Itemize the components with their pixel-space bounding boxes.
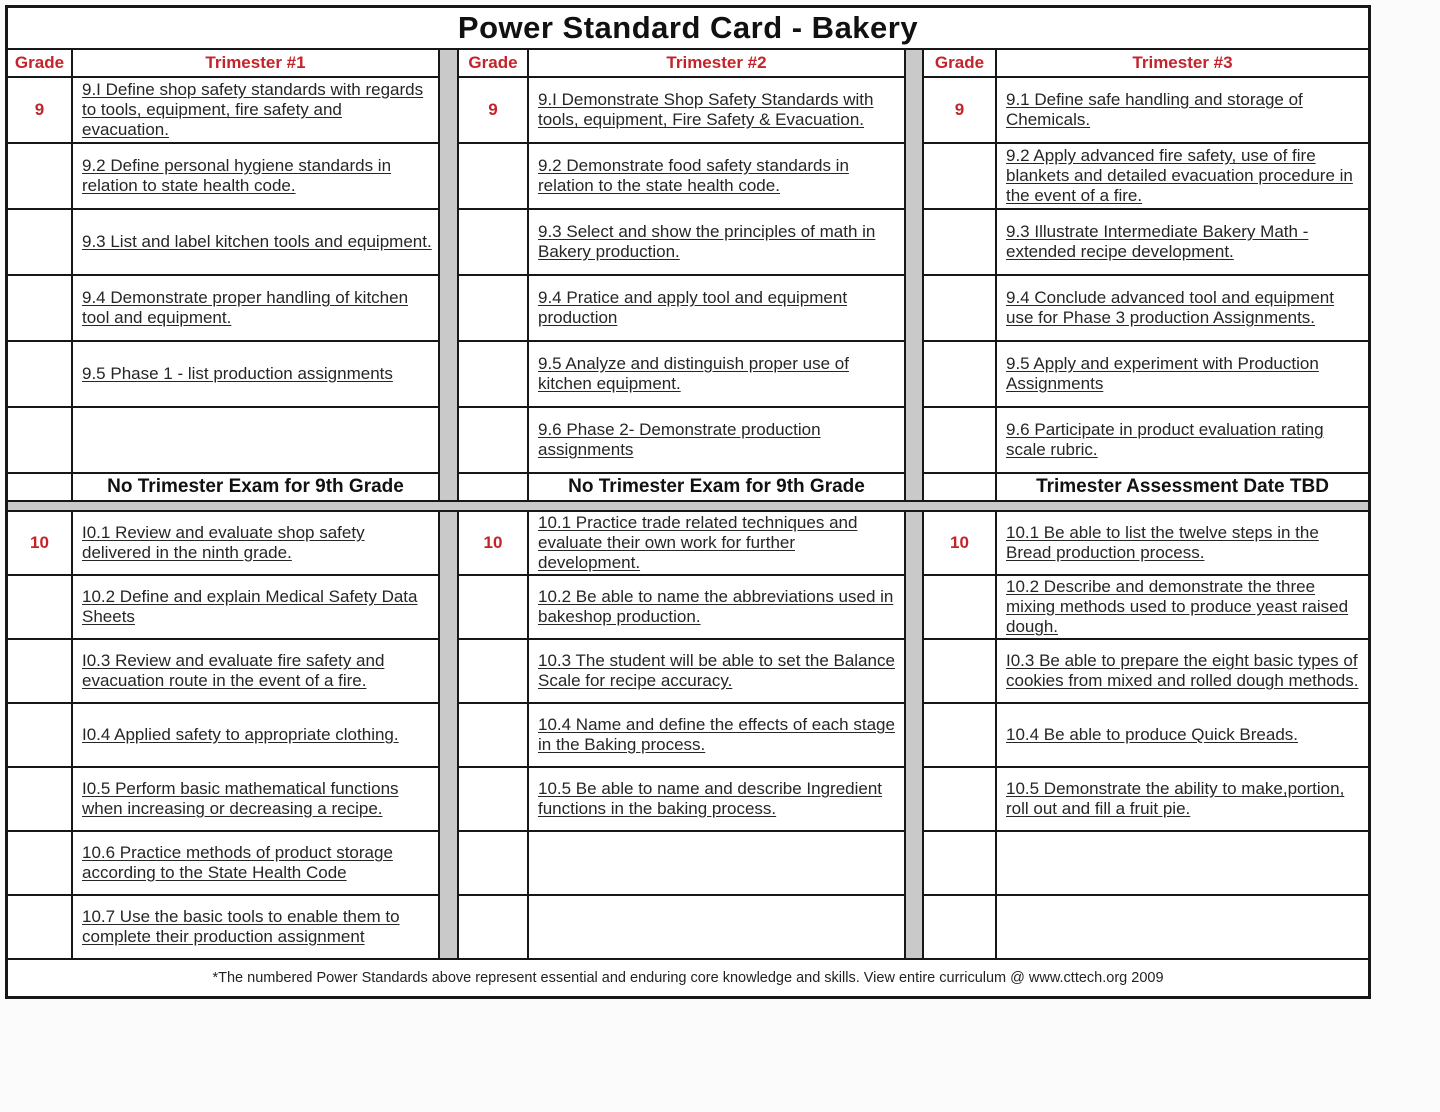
page-title: Power Standard Card - Bakery	[457, 10, 919, 45]
standard-cell: 10.5 Be able to name and describe Ingredient functions in the baking process.	[529, 768, 904, 830]
standard-cell: 9.5 Apply and experiment with Production Assignments	[997, 342, 1368, 406]
exam-note-trimester-3: Trimester Assessment Date TBD	[997, 474, 1368, 500]
standard-cell	[529, 832, 904, 894]
standard-cell: I0.5 Perform basic mathematical functions when increasing or decreasing a recipe.	[73, 768, 438, 830]
grade-cell	[924, 342, 995, 406]
standard-cell: 9.3 List and label kitchen tools and equipment.	[73, 210, 438, 274]
standard-cell: 9.3 Illustrate Intermediate Bakery Math - extended recipe development.	[997, 210, 1368, 274]
grade-cell	[459, 640, 527, 702]
grade-cell	[924, 210, 995, 274]
grade-cell	[8, 474, 71, 500]
standard-cell	[529, 896, 904, 958]
standard-cell: 9.2 Define personal hygiene standards in relation to state health code.	[73, 144, 438, 208]
gap-column-2-lower	[906, 512, 922, 958]
grade-cell	[8, 210, 71, 274]
grade-cell	[924, 704, 995, 766]
grade-cell	[459, 342, 527, 406]
footer-note-cell	[8, 960, 1368, 996]
standard-cell: I0.4 Applied safety to appropriate clothing.	[73, 704, 438, 766]
grade-cell	[459, 474, 527, 500]
standard-cell: 9.I Define shop safety standards with regards to tools, equipment, fire safety and evacuation.	[73, 78, 438, 142]
standard-cell: 10.6 Practice methods of product storage according to the State Health Code	[73, 832, 438, 894]
standard-cell: 10.4 Name and define the effects of each stage in the Baking process.	[529, 704, 904, 766]
grade-cell	[8, 832, 71, 894]
page-title-cell	[8, 8, 1368, 48]
standard-cell: 10.1 Practice trade related techniques and evaluate their own work for further development.	[529, 512, 904, 574]
gap-column-1-lower	[440, 512, 457, 958]
standard-cell: 10.7 Use the basic tools to enable them to complete their production assignment	[73, 896, 438, 958]
grade-cell	[8, 704, 71, 766]
standard-cell: 9.5 Analyze and distinguish proper use of kitchen equipment.	[529, 342, 904, 406]
standard-cell: 10.2 Define and explain Medical Safety Data Sheets	[73, 576, 438, 638]
standard-cell: 9.2 Demonstrate food safety standards in relation to the state health code.	[529, 144, 904, 208]
grade-cell	[8, 144, 71, 208]
footer-note: *The numbered Power Standards above represent essential and enduring core knowledge and skills. View entire curriculum @ www.cttech.org 2009	[212, 970, 1164, 986]
grade-cell	[459, 832, 527, 894]
standard-cell: 10.2 Describe and demonstrate the three mixing methods used to produce yeast raised dough.	[997, 576, 1368, 638]
grade-cell: 10	[8, 512, 71, 574]
grade-cell	[459, 144, 527, 208]
grade-cell	[459, 276, 527, 340]
standard-cell: 9.4 Demonstrate proper handling of kitchen tool and equipment.	[73, 276, 438, 340]
grade-cell	[8, 342, 71, 406]
grade-cell	[924, 408, 995, 472]
grade-cell	[459, 408, 527, 472]
grade-cell	[924, 576, 995, 638]
gap-column-2-upper	[906, 50, 922, 500]
gap-column-1-upper	[440, 50, 457, 500]
grade-cell	[924, 832, 995, 894]
power-standard-card	[5, 5, 1371, 999]
standard-cell: I0.3 Review and evaluate fire safety and evacuation route in the event of a fire.	[73, 640, 438, 702]
section-divider	[8, 502, 1368, 510]
standard-cell: 9.3 Select and show the principles of math in Bakery production.	[529, 210, 904, 274]
standard-cell: 9.1 Define safe handling and storage of Chemicals.	[997, 78, 1368, 142]
grade-cell	[8, 408, 71, 472]
standard-cell: 10.5 Demonstrate the ability to make,portion, roll out and fill a fruit pie.	[997, 768, 1368, 830]
grade-cell: 9	[924, 78, 995, 142]
standard-cell: 10.4 Be able to produce Quick Breads.	[997, 704, 1368, 766]
grade-cell	[924, 640, 995, 702]
grade-cell	[459, 576, 527, 638]
grade-cell: 9	[8, 78, 71, 142]
header-trimester-3: Trimester #3	[997, 50, 1368, 76]
grade-cell: 9	[459, 78, 527, 142]
grade-cell	[924, 474, 995, 500]
grade-cell	[8, 768, 71, 830]
header-grade-1: Grade	[8, 50, 71, 76]
grade-cell: 10	[459, 512, 527, 574]
grade-cell	[8, 576, 71, 638]
standard-cell: I0.3 Be able to prepare the eight basic types of cookies from mixed and rolled dough methods.	[997, 640, 1368, 702]
grade-cell	[459, 210, 527, 274]
standard-cell: 9.5 Phase 1 - list production assignments	[73, 342, 438, 406]
standard-cell	[997, 896, 1368, 958]
standard-cell: 9.6 Phase 2- Demonstrate production assignments	[529, 408, 904, 472]
standard-cell: 9.6 Participate in product evaluation rating scale rubric.	[997, 408, 1368, 472]
header-grade-2: Grade	[459, 50, 527, 76]
grade-cell: 10	[924, 512, 995, 574]
standard-cell: 10.2 Be able to name the abbreviations used in bakeshop production.	[529, 576, 904, 638]
header-trimester-2: Trimester #2	[529, 50, 904, 76]
standard-cell	[997, 832, 1368, 894]
standards-table	[8, 8, 1368, 996]
exam-note-trimester-1: No Trimester Exam for 9th Grade	[73, 474, 438, 500]
standard-cell: I0.1 Review and evaluate shop safety delivered in the ninth grade.	[73, 512, 438, 574]
grade-cell	[924, 768, 995, 830]
grade-cell	[459, 768, 527, 830]
grade-cell	[924, 896, 995, 958]
header-trimester-1: Trimester #1	[73, 50, 438, 76]
grade-cell	[924, 144, 995, 208]
exam-note-trimester-2: No Trimester Exam for 9th Grade	[529, 474, 904, 500]
grade-cell	[459, 704, 527, 766]
header-grade-3: Grade	[924, 50, 995, 76]
standard-cell: 9.4 Pratice and apply tool and equipment production	[529, 276, 904, 340]
standard-cell: 9.2 Apply advanced fire safety, use of fire blankets and detailed evacuation procedure in the event of a fire.	[997, 144, 1368, 208]
grade-cell	[924, 276, 995, 340]
standard-cell: 10.3 The student will be able to set the Balance Scale for recipe accuracy.	[529, 640, 904, 702]
standard-cell: 9.4 Conclude advanced tool and equipment use for Phase 3 production Assignments.	[997, 276, 1368, 340]
standard-cell	[73, 408, 438, 472]
standard-cell: 10.1 Be able to list the twelve steps in the Bread production process.	[997, 512, 1368, 574]
grade-cell	[459, 896, 527, 958]
grade-cell	[8, 640, 71, 702]
standard-cell: 9.I Demonstrate Shop Safety Standards with tools, equipment, Fire Safety & Evacuation.	[529, 78, 904, 142]
grade-cell	[8, 896, 71, 958]
grade-cell	[8, 276, 71, 340]
